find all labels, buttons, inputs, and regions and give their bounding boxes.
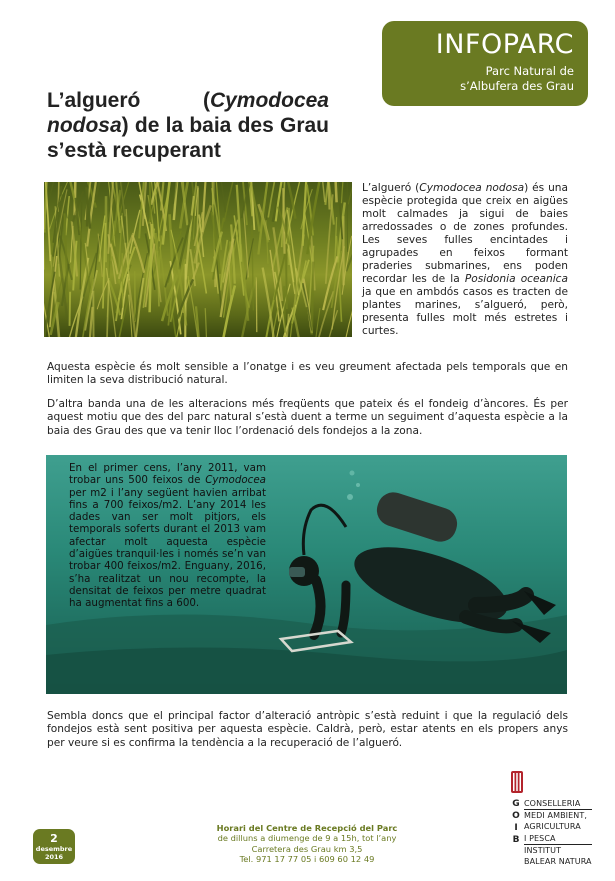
intro-part-2: ) és una espècie protegida que creix en aigües molt calmades ja sigui de baies arredossades o de zones profundes. Les seves fulles encintades i agrupades en feixos formant praderies submarines, ens poden recordar les de la xyxy=(362,182,569,285)
article-title xyxy=(47,88,329,163)
census-text xyxy=(69,462,266,610)
gov-line-4: I PESCA xyxy=(524,833,592,845)
intro-posidonia: Posidonia oceanica xyxy=(464,273,568,285)
paragraph-sensitivity: Aquesta espècie és molt sensible a l’onatge i es veu greument afectada pels temporals que en limiten la seva distribució natural. xyxy=(47,361,568,387)
intro-part-3: ja que en ambdós casos es tracten de plantes marines, s’algueró, però, presenta fulles molt més estretes i curtes. xyxy=(362,286,568,337)
paragraph-conclusion: Sembla doncs que el principal factor d’alteració antròpic s’està reduint i que la regulació dels fondejos està sent positiva per aquesta espècie. Caldrà, però, estar atents en els propers anys per veure si es confirma la tendència a la recuperació de l’algueró. xyxy=(47,710,568,749)
gov-line-2: MEDI AMBIENT, xyxy=(524,811,588,821)
badge-subtitle-line-1: Parc Natural de xyxy=(485,64,574,78)
issue-year: 2016 xyxy=(44,853,64,861)
government-logo xyxy=(507,771,607,867)
intro-part-1: L’algueró ( xyxy=(362,182,420,194)
scuba-diver-photo xyxy=(46,455,567,694)
hours-line: de dilluns a diumenge de 9 a 15h, tot l’any xyxy=(217,833,397,843)
gov-line-3: AGRICULTURA xyxy=(524,822,581,832)
gov-line-1: CONSELLERIA xyxy=(524,798,592,810)
infoparc-badge xyxy=(382,21,588,106)
gov-line-6: BALEAR NATURA xyxy=(524,857,592,867)
hours-title: Horari del Centre de Recepció del Parc xyxy=(216,823,398,833)
intro-paragraph xyxy=(362,182,568,338)
gov-letter-i: I xyxy=(514,823,518,833)
reception-hours xyxy=(196,823,418,865)
gov-letter-g: G xyxy=(512,799,520,809)
phones-line: Tel. 971 17 77 05 i 609 60 12 49 xyxy=(239,854,375,865)
badge-subtitle xyxy=(382,64,574,94)
gov-letter-b: B xyxy=(512,835,520,845)
issue-month: desembre xyxy=(35,845,73,853)
badge-subtitle-line-2: s’Albufera des Grau xyxy=(460,79,574,93)
title-species-2: nodosa xyxy=(47,114,122,137)
gov-department xyxy=(524,798,592,867)
title-part-2: ) de la baia des Grau s’està recuperant xyxy=(47,114,329,162)
badge-title: INFOPARC xyxy=(435,29,574,60)
address-line: Carretera des Grau km 3,5 xyxy=(251,843,363,854)
census-species: Cymodocea xyxy=(205,474,266,487)
gov-emblem-icon xyxy=(511,771,523,793)
gov-letter-o: O xyxy=(512,811,520,821)
issue-badge xyxy=(33,829,75,864)
issue-number: 2 xyxy=(50,832,58,845)
title-species-1: Cymodocea xyxy=(209,89,329,112)
paragraph-anchoring: D’altra banda una de les alteracions més freqüents que pateix és el fondeig d’àncores. És per aquest motiu que des del parc natural s’està duent a terme un seguiment d’aquesta espècie a la baia des Grau des que va tenir lloc l’ordenació dels fondejos a la zona. xyxy=(47,398,568,437)
census-part-1: En el primer cens, l’any 2011, vam trobar uns 500 feixos de xyxy=(69,462,266,487)
gov-letters xyxy=(510,798,522,846)
census-part-2: per m2 i l’any següent havien arribat fins a 700 feixos/m2. L’any 2014 les dades van ser molt pitjors, els temporals soferts durant el 2013 vam afectar molt aquesta espècie d’aigües tranquil·les i només se’n van trobar 400 feixos/m2. Enguany, 2016, s’ha realitzat un nou recompte, la densitat de feixos per metre quadrat ha augmentat fins a 600. xyxy=(69,486,266,610)
intro-species: Cymodocea nodosa xyxy=(419,182,525,194)
title-part-1: L’algueró ( xyxy=(47,89,210,112)
gov-line-5: INSTITUT xyxy=(524,845,562,855)
seagrass-meadow-photo xyxy=(44,182,352,337)
